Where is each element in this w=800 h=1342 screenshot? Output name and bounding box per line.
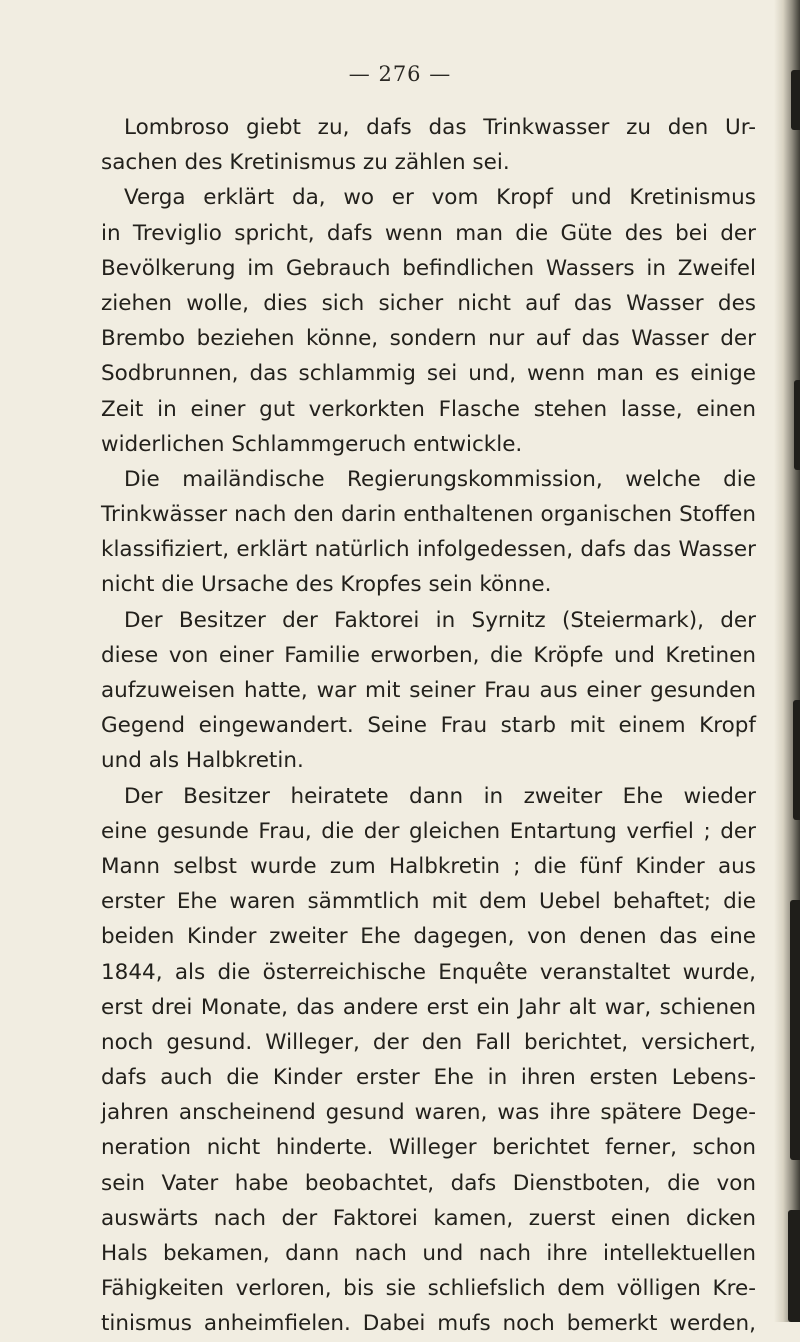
- text-line: Mann selbst wurde zum Halbkretin ; die fünf Kinder aus: [101, 853, 756, 879]
- text-line: neration nicht hinderte. Willeger berichtet ferner, schon: [101, 1135, 756, 1161]
- body-text: [101, 110, 756, 1342]
- text-line: erster Ehe waren sämmtlich mit dem Uebel behaftet; die: [101, 889, 756, 915]
- text-line: Gegend eingewandert. Seine Frau starb mit einem Kropf: [101, 713, 756, 739]
- text-line: 1844, als die österreichische Enquête veranstaltet wurde,: [101, 959, 756, 985]
- edge-mark: [793, 700, 800, 820]
- text-line: Trinkwässer nach den darin enthaltenen organischen Stoffen: [101, 502, 756, 528]
- text-line: Fähigkeiten verloren, bis sie schliefslich dem völligen Kre-: [101, 1276, 756, 1302]
- text-line: auswärts nach der Faktorei kamen, zuerst einen dicken: [101, 1205, 756, 1231]
- edge-mark: [788, 1210, 800, 1322]
- text-line: Bevölkerung im Gebrauch befindlichen Wassers in Zweifel: [101, 255, 756, 281]
- text-line: Hals bekamen, dann nach und nach ihre intellektuellen: [101, 1241, 756, 1266]
- text-line: nicht die Ursache des Kropfes sein könne.: [101, 572, 552, 598]
- edge-mark: [790, 900, 800, 1160]
- text-line: Der Besitzer der Faktorei in Syrnitz (Steiermark), der: [124, 607, 756, 633]
- text-line: Brembo beziehen könne, sondern nur auf das Wasser der: [101, 326, 756, 352]
- text-line: dafs auch die Kinder erster Ehe in ihren ersten Lebens-: [101, 1065, 756, 1091]
- text-line: Die mailändische Regierungskommission, welche die: [124, 466, 756, 492]
- text-line: aufzuweisen hatte, war mit seiner Frau aus einer gesunden: [101, 678, 756, 703]
- page-number: — 276 —: [348, 62, 452, 86]
- text-line: Der Besitzer heiratete dann in zweiter Ehe wieder: [124, 783, 756, 809]
- text-line: diese von einer Familie erworben, die Kröpfe und Kretinen: [101, 642, 756, 668]
- text-line: tinismus anheimfielen. Dabei mufs noch bemerkt werden,: [101, 1311, 756, 1337]
- text-line: beiden Kinder zweiter Ehe dagegen, von denen das eine: [101, 924, 756, 950]
- page-edge-shadow: [774, 0, 800, 1322]
- text-line: widerlichen Schlammgeruch entwickle.: [101, 431, 523, 457]
- text-line: Lombroso giebt zu, dafs das Trinkwasser zu den Ur-: [124, 115, 756, 140]
- text-line: Verga erklärt da, wo er vom Kropf und Kretinismus: [124, 185, 756, 211]
- text-line: Zeit in einer gut verkorkten Flasche stehen lasse, einen: [101, 396, 756, 422]
- text-line: sachen des Kretinismus zu zählen sei.: [101, 150, 510, 176]
- text-line: erst drei Monate, das andere erst ein Jahr alt war, schienen: [101, 994, 756, 1020]
- text-line: eine gesunde Frau, die der gleichen Entartung verfiel ; der: [101, 818, 756, 844]
- text-line: sein Vater habe beobachtet, dafs Dienstboten, die von: [101, 1170, 756, 1196]
- text-line: in Treviglio spricht, dafs wenn man die Güte des bei der: [101, 220, 756, 246]
- text-line: ziehen wolle, dies sich sicher nicht auf das Wasser des: [101, 290, 756, 316]
- text-line: jahren anscheinend gesund waren, was ihre spätere Dege-: [101, 1100, 756, 1126]
- text-line: Sodbrunnen, das schlammig sei und, wenn man es einige: [101, 361, 756, 387]
- text-line: noch gesund. Willeger, der den Fall berichtet, versichert,: [101, 1029, 756, 1055]
- edge-mark: [794, 380, 800, 470]
- text-line: klassifiziert, erklärt natürlich infolgedessen, dafs das Wasser: [101, 537, 756, 563]
- text-line: und als Halbkretin.: [101, 748, 304, 774]
